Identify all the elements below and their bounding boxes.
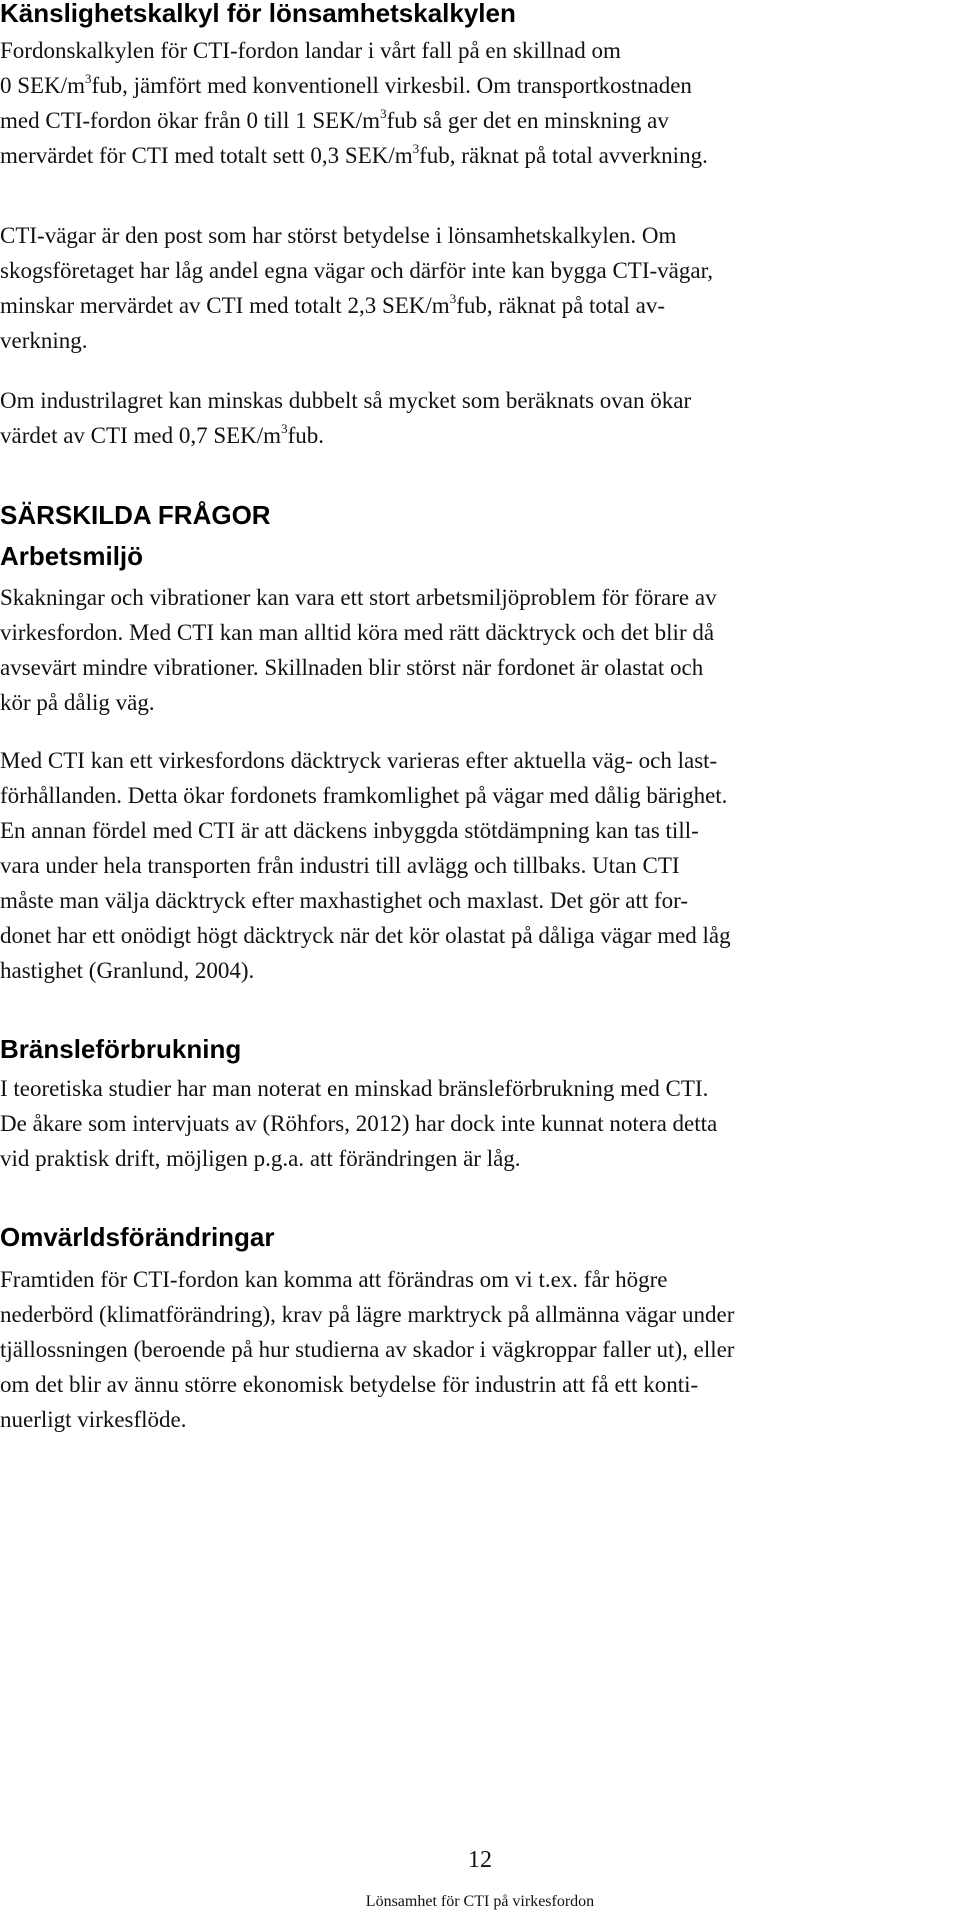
text-line: Om industrilagret kan minskas dubbelt så mycket som beräknats ovan ökar: [0, 388, 692, 413]
subheading-omvarldsforandringar: Omvärldsförändringar: [0, 1222, 275, 1252]
text-line: nuerligt virkesflöde.: [0, 1407, 187, 1432]
text-line: måste man välja däcktryck efter maxhastighet och maxlast. Det gör att for-: [0, 888, 689, 913]
text-line: CTI-vägar är den post som har störst betydelse i lönsamhetskalkylen. Om: [0, 223, 677, 248]
text-line: I teoretiska studier har man noterat en minskad bränsleförbrukning med CTI.: [0, 1076, 709, 1101]
text-line: En annan fördel med CTI är att däckens inbyggda stötdämpning kan tas till-: [0, 818, 699, 843]
paragraph-bransleforbrukning: [0, 1071, 940, 1176]
text-line: Fordonskalkylen för CTI-fordon landar i vårt fall på en skillnad om: [0, 38, 621, 63]
text-line: förhållanden. Detta ökar fordonets framkomlighet på vägar med dålig bärighet.: [0, 783, 728, 808]
paragraph-dacktryck: [0, 743, 940, 988]
text-line: 0 SEK/$m^3fub$, jämfört med konventionell virkesbil. Om transportkostnaden: [0, 71, 692, 98]
text-line: nederbörd (klimatförändring), krav på lägre marktryck på allmänna vägar under: [0, 1302, 735, 1327]
text-line: kör på dålig väg.: [0, 690, 155, 715]
section-heading-sensitivity: Känslighetskalkyl för lönsamhetskalkylen: [0, 0, 516, 28]
text-line: donet har ett onödigt högt däcktryck när det kör olastat på dåliga vägar med låg: [0, 923, 731, 948]
text-line: avsevärt mindre vibrationer. Skillnaden blir störst när fordonet är olastat och: [0, 655, 704, 680]
text-line: vara under hela transporten från industri till avlägg och tillbaks. Utan CTI: [0, 853, 680, 878]
subheading-bransleforbrukning: Bränsleförbrukning: [0, 1034, 242, 1064]
page-number: 12: [468, 1847, 492, 1873]
paragraph-industrilager: [0, 383, 940, 453]
text-line: skogsföretaget har låg andel egna vägar och därför inte kan bygga CTI-vägar,: [0, 258, 714, 283]
text-line: tjällossningen (beroende på hur studierna av skador i vägkroppar faller ut), eller: [0, 1337, 735, 1362]
text-line: vid praktisk drift, möjligen p.g.a. att förändringen är låg.: [0, 1146, 521, 1171]
text-line: De åkare som intervjuats av (Röhfors, 2012) har dock inte kunnat notera detta: [0, 1111, 718, 1136]
text-line: minskar mervärdet av CTI med totalt 2,3 SEK/$m^3fub$, räknat på total av-: [0, 291, 666, 318]
text-line: hastighet (Granlund, 2004).: [0, 958, 255, 983]
text-line: Med CTI kan ett virkesfordons däcktryck varieras efter aktuella väg- och last-: [0, 748, 718, 773]
text-line: med CTI-fordon ökar från 0 till 1 SEK/$m^3fub$ så ger det en minskning av: [0, 106, 669, 133]
text-line: verkning.: [0, 328, 88, 353]
text-line: Framtiden för CTI-fordon kan komma att förändras om vi t.ex. får högre: [0, 1267, 668, 1292]
paragraph-fordonskalkyl: [0, 33, 940, 173]
text-line: Skakningar och vibrationer kan vara ett stort arbetsmiljöproblem för förare av: [0, 585, 717, 610]
text-line: värdet av CTI med 0,7 SEK/$m^3fub$.: [0, 421, 324, 448]
subheading-arbetsmiljo: Arbetsmiljö: [0, 541, 144, 571]
text-line: om det blir av ännu större ekonomisk betydelse för industrin att få ett konti-: [0, 1372, 699, 1397]
paragraph-cti-vagar: [0, 218, 940, 358]
paragraph-omvarldsforandringar: [0, 1262, 940, 1437]
page-footer: Lönsamhet för CTI på virkesfordon: [365, 1893, 595, 1910]
text-line: mervärdet för CTI med totalt sett 0,3 SEK/$m^3fub$, räknat på total avverkning.: [0, 141, 708, 168]
section-heading-special-issues: SÄRSKILDA FRÅGOR: [0, 500, 271, 530]
text-line: virkesfordon. Med CTI kan man alltid köra med rätt däcktryck och det blir då: [0, 620, 715, 645]
paragraph-arbetsmiljo: [0, 580, 940, 720]
